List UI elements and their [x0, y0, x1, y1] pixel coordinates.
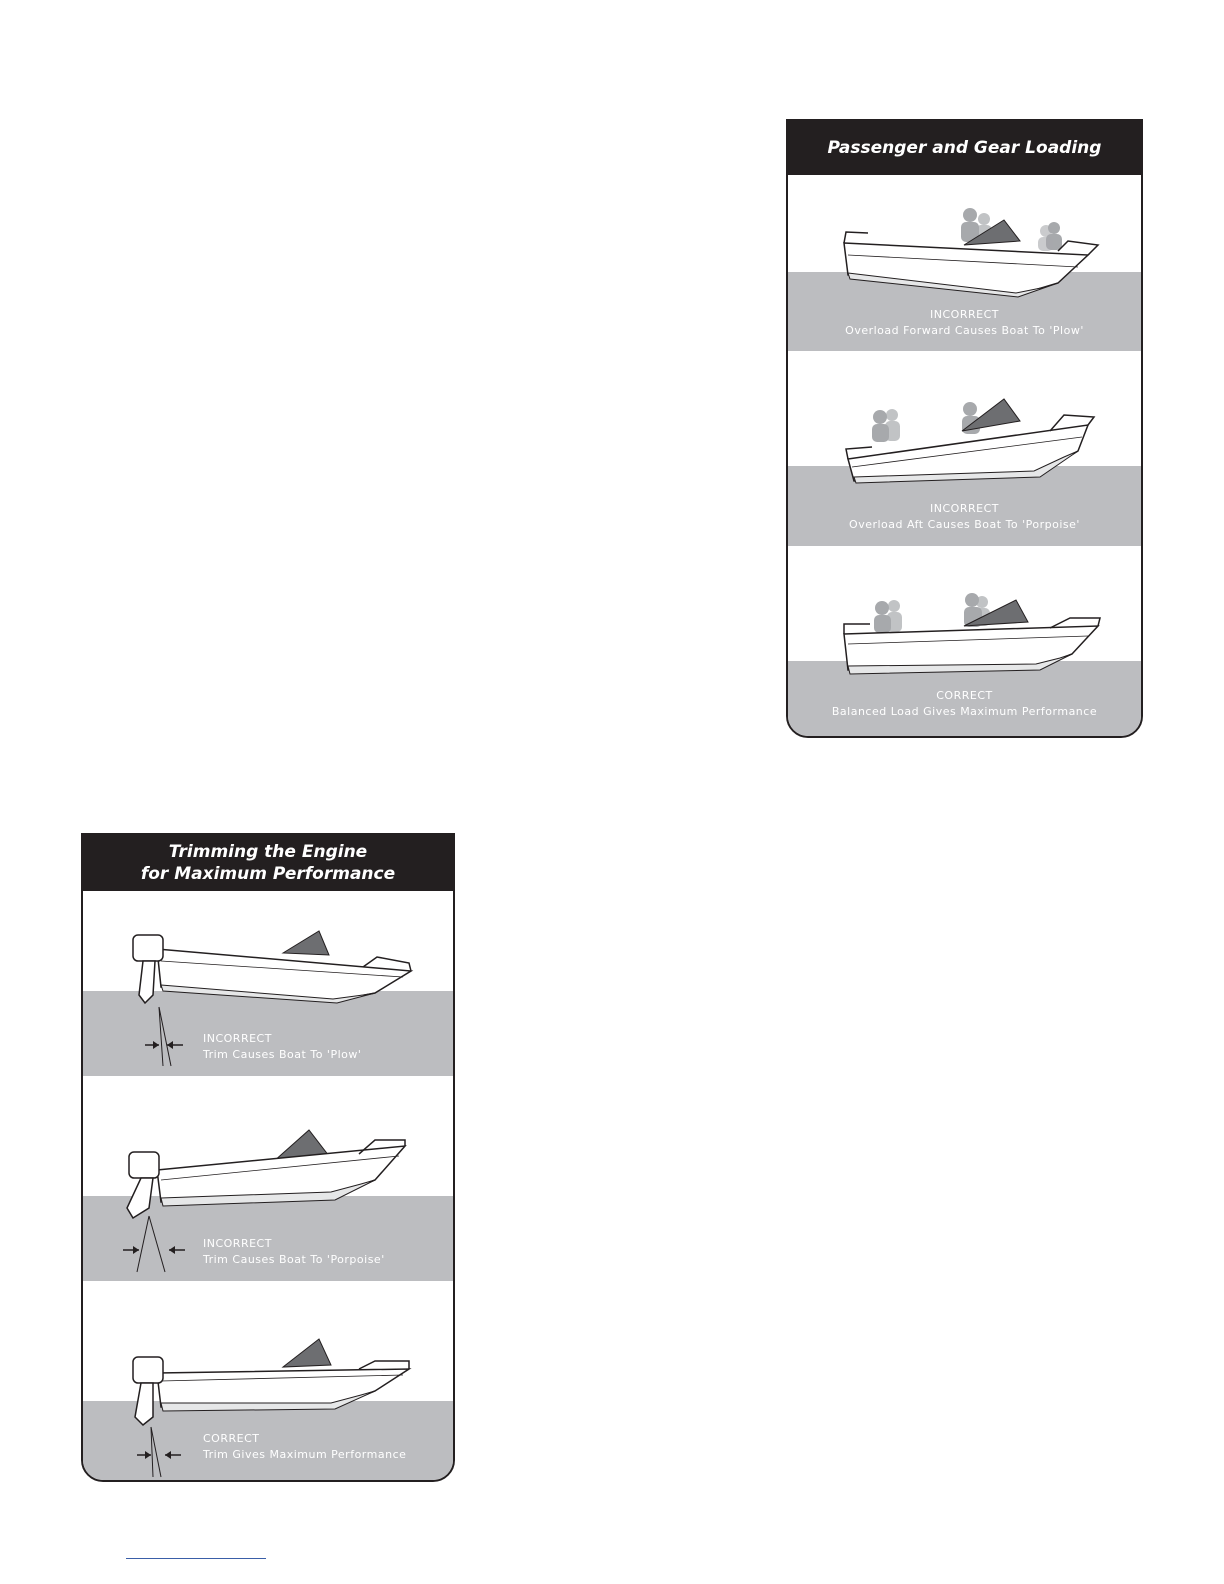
loading-scene-balanced-status: CORRECT — [936, 689, 993, 702]
trim-scene-correct-caption — [203, 1431, 406, 1463]
footnote-rule — [126, 1558, 266, 1559]
trim-scene-correct — [83, 1281, 453, 1480]
trim-scene-porpoise — [83, 1076, 453, 1281]
loading-scene-plow — [788, 175, 1141, 351]
trim-scene-plow-caption — [203, 1031, 361, 1063]
engine-trim-panel — [81, 833, 455, 1482]
engine-trim-title-line1: Trimming the Engine — [168, 842, 368, 862]
trim-scene-plow-text: Trim Causes Boat To 'Plow' — [203, 1048, 362, 1061]
trim-scene-correct-text: Trim Gives Maximum Performance — [203, 1448, 407, 1461]
engine-trim-title-line2: for Maximum Performance — [140, 864, 396, 884]
loading-scene-porpoise — [788, 351, 1141, 546]
passenger-loading-title: Passenger and Gear Loading — [827, 138, 1102, 158]
trim-scene-correct-status: CORRECT — [203, 1432, 260, 1445]
trim-scene-plow-status: INCORRECT — [203, 1032, 272, 1045]
loading-scene-balanced-text: Balanced Load Gives Maximum Performance — [831, 705, 1098, 718]
loading-scene-balanced — [788, 546, 1141, 736]
loading-scene-plow-status: INCORRECT — [930, 308, 999, 321]
loading-scene-porpoise-caption — [788, 501, 1141, 533]
trim-scene-porpoise-text: Trim Causes Boat To 'Porpoise' — [203, 1253, 385, 1266]
trim-scene-porpoise-status: INCORRECT — [203, 1237, 272, 1250]
loading-scene-porpoise-status: INCORRECT — [930, 502, 999, 515]
loading-scene-plow-caption — [788, 307, 1141, 339]
loading-scene-porpoise-text: Overload Aft Causes Boat To 'Porpoise' — [849, 518, 1080, 531]
passenger-loading-header — [788, 121, 1141, 175]
engine-trim-header — [83, 835, 453, 891]
loading-scene-plow-text: Overload Forward Causes Boat To 'Plow' — [845, 324, 1084, 337]
passenger-loading-panel — [786, 119, 1143, 738]
loading-scene-balanced-caption — [788, 688, 1141, 720]
trim-scene-porpoise-caption — [203, 1236, 385, 1268]
trim-scene-plow — [83, 891, 453, 1076]
